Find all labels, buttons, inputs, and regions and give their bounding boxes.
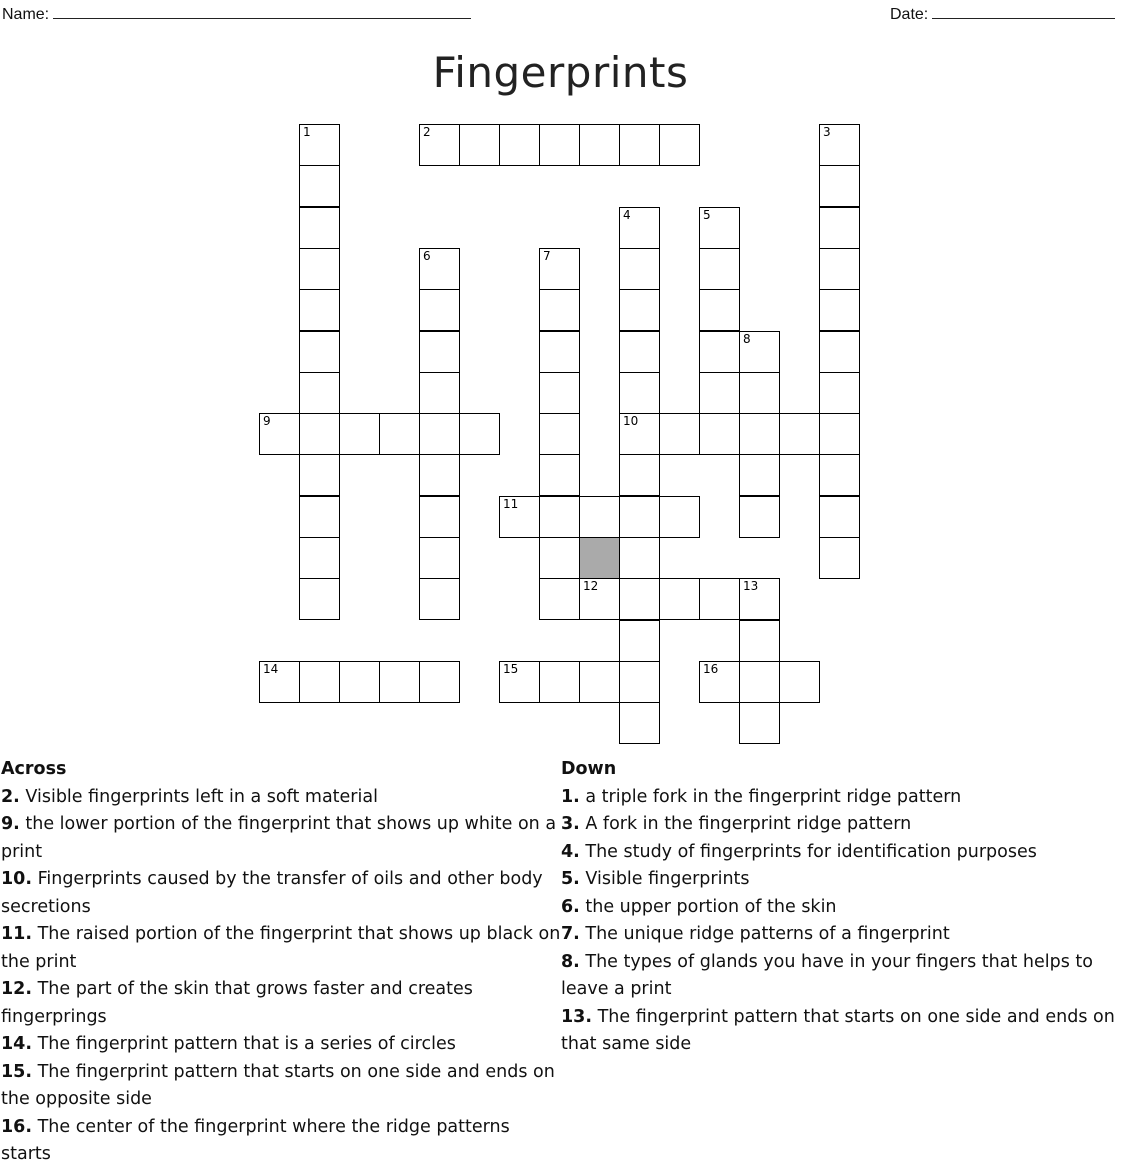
grid-cell[interactable] (419, 331, 460, 373)
grid-cell[interactable] (539, 578, 580, 620)
across-clue (1, 811, 561, 866)
grid-cell[interactable] (419, 496, 460, 538)
grid-cell[interactable] (299, 537, 340, 579)
down-clue-list (561, 784, 1116, 1059)
across-clue (1, 1031, 561, 1059)
grid-cell[interactable] (779, 413, 820, 455)
clue-text: The study of fingerprints for identification purposes (579, 841, 1037, 862)
grid-cell[interactable] (819, 372, 860, 414)
grid-cell[interactable] (299, 331, 340, 373)
grid-cell[interactable] (659, 496, 700, 538)
grid-cell[interactable] (419, 248, 460, 290)
grid-cell[interactable] (379, 413, 420, 455)
name-label: Name: (2, 6, 50, 23)
cell-number: 6 (423, 248, 431, 263)
grid-cell[interactable] (539, 372, 580, 414)
grid-cell[interactable] (619, 661, 660, 703)
grid-cell[interactable] (819, 248, 860, 290)
clue-text: the upper portion of the skin (579, 896, 837, 917)
grid-cell[interactable] (619, 620, 660, 662)
clue-text: the lower portion of the fingerprint that shows up white on a print (1, 814, 557, 862)
clue-number: 14. (1, 1034, 33, 1054)
grid-cell[interactable] (699, 578, 740, 620)
cell-number: 4 (623, 207, 631, 222)
grid-cell[interactable] (379, 661, 420, 703)
grid-cell[interactable] (819, 124, 860, 166)
clue-text: a triple fork in the fingerprint ridge pattern (579, 786, 962, 807)
grid-cell[interactable] (819, 207, 860, 249)
grid-cell[interactable] (539, 661, 580, 703)
grid-cell[interactable] (539, 496, 580, 538)
grid-cell[interactable] (739, 331, 780, 373)
clue-number: 6. (561, 896, 580, 917)
grid-cell[interactable] (419, 578, 460, 620)
grid-cell[interactable] (819, 289, 860, 331)
clue-number: 2. (1, 786, 20, 807)
grid-cell[interactable] (299, 661, 340, 703)
grid-cell[interactable] (499, 124, 540, 166)
grid-cell[interactable] (739, 413, 780, 455)
clue-text: Visible fingerprints left in a soft material (19, 786, 378, 807)
clue-text: The part of the skin that grows faster and creates fingerprings (1, 979, 473, 1027)
clue-text: The fingerprint pattern that starts on one side and ends on that same side (561, 1006, 1115, 1054)
grid-cell[interactable] (539, 331, 580, 373)
grid-cell[interactable] (739, 496, 780, 538)
grid-cell[interactable] (539, 413, 580, 455)
clue-number: 11. (1, 924, 33, 944)
clue-number: 1. (561, 786, 580, 807)
grid-cell[interactable] (699, 248, 740, 290)
grid-cell[interactable] (619, 124, 660, 166)
grid-cell[interactable] (419, 372, 460, 414)
down-clues (561, 756, 1116, 1059)
grid-cell[interactable] (619, 413, 660, 455)
cell-number: 2 (423, 125, 431, 139)
grid-cell[interactable] (699, 207, 740, 249)
grid-cell[interactable] (579, 661, 620, 703)
grid-cell[interactable] (539, 124, 580, 166)
grid-cell[interactable] (619, 331, 660, 373)
down-clue (561, 949, 1116, 1004)
grid-cell[interactable] (419, 289, 460, 331)
down-clue (561, 811, 1116, 839)
grid-cell[interactable] (339, 661, 380, 703)
grid-cell[interactable] (299, 372, 340, 414)
cell-number: 8 (743, 331, 751, 346)
down-clue (561, 866, 1116, 894)
grid-cell[interactable] (299, 289, 340, 331)
down-clue (561, 921, 1116, 949)
clue-text: The types of glands you have in your fingers that helps to leave a print (561, 951, 1093, 999)
grid-cell[interactable] (619, 537, 660, 579)
cell-number: 16 (703, 661, 719, 676)
grid-cell[interactable] (699, 331, 740, 373)
across-heading: Across (1, 759, 67, 779)
grid-cell[interactable] (419, 413, 460, 455)
grid-cell[interactable] (299, 496, 340, 538)
cell-number: 15 (503, 661, 519, 676)
grid-cell[interactable] (819, 331, 860, 373)
shaded-cell (579, 537, 620, 579)
down-heading: Down (561, 759, 617, 779)
cell-number: 3 (823, 125, 831, 139)
across-clues (1, 756, 561, 1169)
grid-cell[interactable] (659, 578, 700, 620)
grid-cell[interactable] (299, 413, 340, 455)
clue-number: 8. (561, 951, 580, 972)
grid-cell[interactable] (499, 496, 540, 538)
clue-number: 10. (1, 869, 33, 889)
clue-number: 5. (561, 869, 580, 889)
cell-number: 7 (543, 248, 551, 263)
grid-cell[interactable] (579, 496, 620, 538)
across-clue (1, 921, 561, 976)
grid-cell[interactable] (819, 454, 860, 496)
grid-cell[interactable] (619, 372, 660, 414)
grid-cell[interactable] (619, 248, 660, 290)
grid-cell[interactable] (739, 620, 780, 662)
grid-cell[interactable] (299, 454, 340, 496)
clue-text: Visible fingerprints (579, 869, 750, 889)
across-clue (1, 784, 561, 812)
grid-cell[interactable] (659, 413, 700, 455)
cell-number: 10 (623, 414, 639, 429)
grid-cell[interactable] (299, 124, 340, 166)
clue-text: The unique ridge patterns of a fingerprint (579, 924, 950, 944)
clue-number: 16. (1, 1116, 33, 1137)
grid-cell[interactable] (299, 165, 340, 207)
grid-cell[interactable] (539, 289, 580, 331)
grid-cell[interactable] (459, 413, 500, 455)
down-clue (561, 1004, 1116, 1059)
grid-cell[interactable] (619, 496, 660, 538)
clue-number: 15. (1, 1061, 33, 1082)
grid-cell[interactable] (619, 578, 660, 620)
grid-cell[interactable] (539, 248, 580, 290)
grid-cell[interactable] (739, 578, 780, 620)
grid-cell[interactable] (419, 661, 460, 703)
grid-cell[interactable] (419, 537, 460, 579)
grid-cell[interactable] (419, 454, 460, 496)
grid-cell[interactable] (659, 124, 700, 166)
grid-cell[interactable] (459, 124, 500, 166)
grid-cell[interactable] (499, 661, 540, 703)
grid-cell[interactable] (539, 454, 580, 496)
clue-number: 4. (561, 841, 580, 862)
across-clue (1, 866, 561, 921)
clue-number: 12. (1, 979, 33, 999)
down-clue (561, 784, 1116, 812)
grid-cell[interactable] (619, 207, 660, 249)
clue-text: The center of the fingerprint where the ridge patterns starts (1, 1116, 510, 1164)
clue-text: The raised portion of the fingerprint that shows up black on the print (1, 924, 561, 972)
grid-cell[interactable] (739, 661, 780, 703)
clue-text: Fingerprints caused by the transfer of oils and other body secretions (1, 869, 543, 917)
clue-number: 3. (561, 814, 580, 834)
clue-text: The fingerprint pattern that is a series of circles (32, 1034, 456, 1054)
cell-number: 5 (703, 207, 711, 222)
across-clue (1, 1059, 561, 1114)
grid-cell[interactable] (699, 289, 740, 331)
grid-cell[interactable] (539, 537, 580, 579)
clue-number: 9. (1, 814, 20, 834)
grid-cell[interactable] (259, 661, 300, 703)
grid-cell[interactable] (339, 413, 380, 455)
grid-cell[interactable] (779, 661, 820, 703)
puzzle-title: Fingerprints (432, 48, 689, 97)
grid-cell[interactable] (699, 413, 740, 455)
grid-cell[interactable] (619, 289, 660, 331)
across-clue (1, 1114, 561, 1169)
grid-cell[interactable] (699, 661, 740, 703)
clue-number: 7. (561, 924, 580, 944)
down-clue (561, 894, 1116, 922)
grid-cell[interactable] (739, 702, 780, 744)
grid-cell[interactable] (819, 537, 860, 579)
cell-number: 1 (303, 125, 311, 139)
grid-cell[interactable] (619, 454, 660, 496)
grid-cell[interactable] (819, 413, 860, 455)
clue-text: The fingerprint pattern that starts on one side and ends on the opposite side (1, 1061, 555, 1109)
grid-cell[interactable] (299, 248, 340, 290)
across-clue-list (1, 784, 561, 1169)
cell-number: 9 (263, 414, 271, 429)
grid-cell[interactable] (739, 454, 780, 496)
grid-cell[interactable] (619, 702, 660, 744)
grid-cell[interactable] (259, 413, 300, 455)
cell-number: 12 (583, 579, 599, 594)
clue-number: 13. (561, 1006, 593, 1027)
grid-cell[interactable] (419, 124, 460, 166)
grid-cell[interactable] (299, 207, 340, 249)
grid-cell[interactable] (579, 124, 620, 166)
cell-number: 13 (743, 579, 759, 594)
down-clue (561, 839, 1116, 867)
grid-cell[interactable] (699, 372, 740, 414)
clue-text: A fork in the fingerprint ridge pattern (579, 814, 912, 834)
cell-number: 11 (503, 496, 519, 511)
grid-cell[interactable] (819, 496, 860, 538)
grid-cell[interactable] (299, 578, 340, 620)
grid-cell[interactable] (819, 165, 860, 207)
grid-cell[interactable] (739, 372, 780, 414)
across-clue (1, 976, 561, 1031)
grid-cell[interactable] (579, 578, 620, 620)
cell-number: 14 (263, 661, 279, 676)
date-label: Date: (890, 6, 929, 23)
